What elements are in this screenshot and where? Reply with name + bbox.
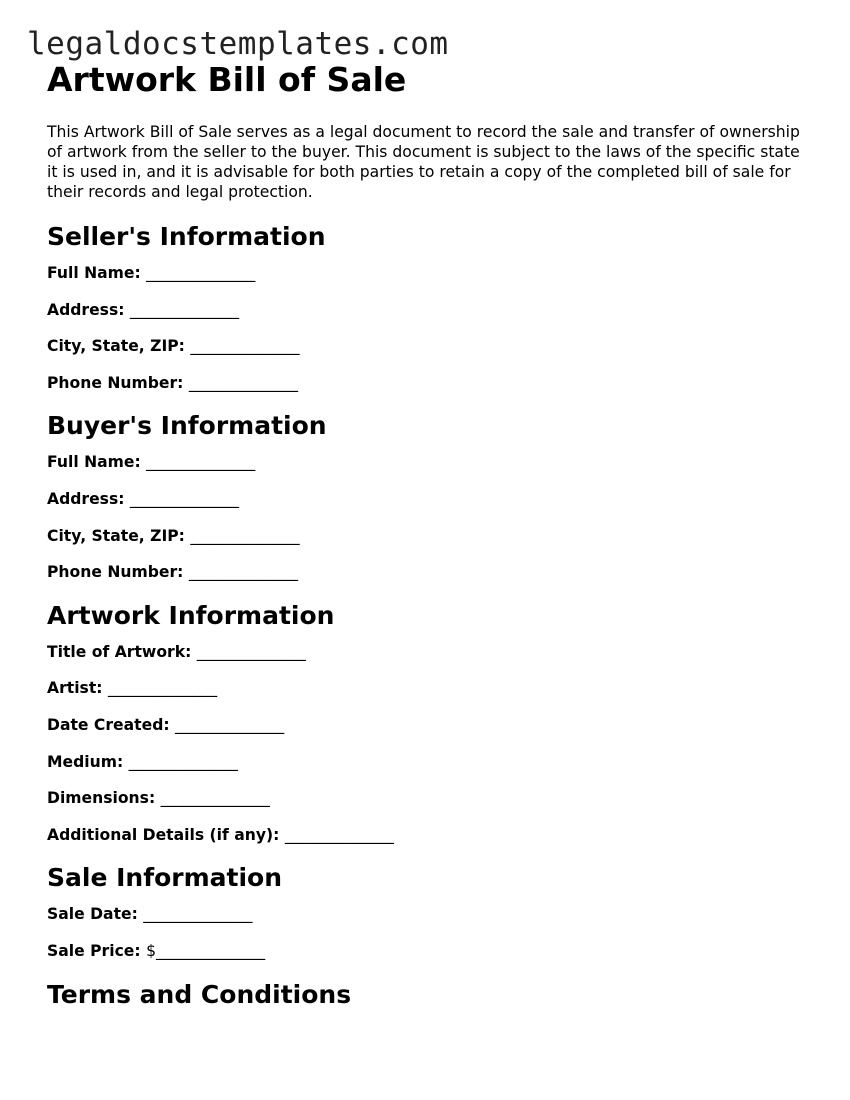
fill-in-blank[interactable]: ______________	[284, 825, 394, 844]
fill-in-blank[interactable]: ______________	[196, 642, 306, 661]
fill-in-blank[interactable]: ______________	[190, 526, 300, 545]
fill-in-blank[interactable]: ______________	[190, 337, 300, 356]
field-label: Full Name:	[47, 264, 147, 282]
field-label: Medium:	[47, 752, 129, 771]
field-label: Full Name:	[47, 453, 147, 472]
field-label: City, State, ZIP:	[47, 526, 191, 545]
field-label: Address:	[47, 489, 130, 508]
field-label: City, State, ZIP:	[47, 337, 191, 356]
site-watermark: legaldocstemplates.com	[27, 26, 449, 62]
buyer-full-name-field	[47, 452, 807, 472]
field-label: Sale Price:	[47, 941, 147, 960]
field-label: Phone Number:	[47, 563, 189, 582]
buyer-phone-field	[47, 562, 807, 582]
fill-in-blank[interactable]: ______________	[129, 489, 240, 508]
fill-in-blank[interactable]: ______________	[128, 752, 238, 771]
fill-in-blank[interactable]: ______________	[146, 264, 256, 282]
fill-in-blank[interactable]: ______________	[188, 563, 298, 582]
document-title: Artwork Bill of Sale	[47, 60, 407, 99]
buyer-section	[47, 409, 807, 582]
buyer-heading: Buyer's Information	[47, 411, 327, 441]
seller-phone-field	[47, 373, 807, 393]
sale-section	[47, 861, 807, 961]
field-label: Address:	[47, 300, 130, 319]
field-label: Sale Date:	[47, 905, 144, 924]
seller-address-field	[47, 300, 807, 320]
document-page	[47, 58, 807, 1021]
field-label: Artist:	[47, 679, 108, 698]
currency-prefix: $	[146, 941, 156, 960]
artwork-title-field	[47, 642, 807, 662]
artwork-artist-field	[47, 678, 807, 698]
sale-price-field	[47, 941, 807, 961]
field-label: Date Created:	[47, 715, 176, 734]
field-label: Additional Details (if any):	[47, 825, 285, 844]
seller-heading: Seller's Information	[47, 222, 326, 251]
terms-heading: Terms and Conditions	[47, 979, 352, 1009]
artwork-medium-field	[47, 752, 807, 772]
terms-section	[47, 978, 807, 1012]
sale-date-field	[47, 904, 807, 924]
fill-in-blank[interactable]: ______________	[146, 453, 256, 472]
field-label: Title of Artwork:	[47, 642, 197, 661]
fill-in-blank[interactable]: ______________	[175, 715, 285, 734]
fill-in-blank[interactable]: ______________	[155, 941, 266, 960]
field-label: Dimensions:	[47, 789, 161, 808]
seller-city-state-zip-field	[47, 336, 807, 356]
fill-in-blank[interactable]: ______________	[188, 373, 298, 392]
buyer-city-state-zip-field	[47, 526, 807, 546]
intro-paragraph: This Artwork Bill of Sale serves as a legal document to record the sale and transfer of ownership of artwork from the seller to the buyer. This document is subject to the laws of the specific state it is used in, and it is advisable for both parties to retain a copy of the completed bill of sale for their records and legal protection.	[47, 123, 800, 201]
seller-full-name-field	[47, 263, 807, 283]
fill-in-blank[interactable]: ______________	[107, 679, 218, 698]
seller-section	[47, 220, 807, 393]
artwork-date-created-field	[47, 715, 807, 735]
artwork-dimensions-field	[47, 788, 807, 808]
fill-in-blank[interactable]: ______________	[129, 300, 240, 319]
sale-heading: Sale Information	[47, 863, 282, 893]
artwork-heading: Artwork Information	[47, 600, 335, 630]
artwork-section	[47, 599, 807, 845]
field-label: Phone Number:	[47, 373, 189, 392]
fill-in-blank[interactable]: ______________	[143, 905, 253, 924]
fill-in-blank[interactable]: ______________	[160, 789, 270, 808]
buyer-address-field	[47, 489, 807, 509]
artwork-additional-details-field	[47, 825, 807, 845]
